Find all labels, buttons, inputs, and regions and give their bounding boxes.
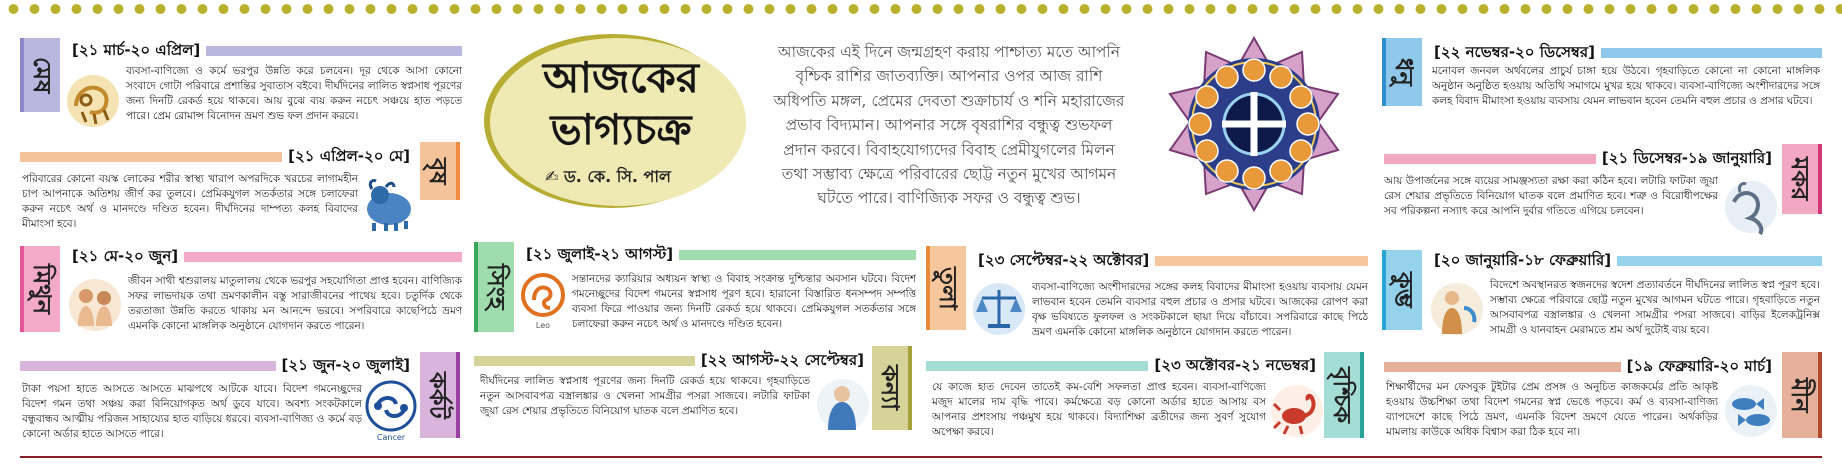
forecast-text: পরিবারের কোনো বয়স্ক লোকের শরীর স্বাস্থ্য খারাপ অপরদিকে খরচের লাগামহীন চাপ আপনাকে অতিশয় জীর্ণ কর তুলবে। প্রেমিকযুগল সতর্কতার সঙ্গে চলাফেরা করুন নচেৎ অর্থ ও মানদণ্ডে দণ্ডিত হবেন। দীর্ঘদিনের দাম্পত্য কলহ বিবাদের মীমাংসা হবে। — [22, 173, 358, 230]
date-range: [২৩ সেপ্টেম্বর-২২ অক্টোবর] — [978, 250, 1150, 269]
zodiac-wheel-icon — [1166, 36, 1342, 212]
pen-nib-icon: ✍ — [545, 167, 559, 186]
sign-name-tab: ধনু — [1382, 38, 1422, 106]
aquarius-waterbearer-icon — [1428, 280, 1486, 338]
virgo-maiden-icon — [814, 376, 872, 434]
pisces-fish-icon — [1722, 382, 1780, 440]
libra-scales-icon — [970, 280, 1028, 338]
sign-name-tab: বৃশ্চিক — [1324, 352, 1364, 438]
color-bar — [1384, 154, 1596, 164]
date-range: [২১ মে-২০ জুন] — [72, 246, 179, 265]
sign-name-tab: মেষ — [20, 38, 60, 112]
date-range: [২৩ অক্টোবর-২১ নভেম্বর] — [1154, 355, 1316, 374]
forecast-text: জীবন সাথী শ্বশুরালয় মাতুলালয় থেকে ভরপুর সহযোগিতা প্রাপ্ত হবেন। বাণিজ্যিক সফর লাভদায়ক তথা ভ্রমণকালীন বস্তু সারাজীবনের পাথেয় হবে। চতুর্দিক থেকে তরতাজা উন্নতি করতে থাকায় মন আনন্দে ভরবে। সপরিবারে কাছেপিঠে ভ্রমণ এমনকি কোনো মাঙ্গলিক অনুষ্ঠানে যোগদান করতে পারেন। — [128, 275, 462, 332]
color-bar — [1155, 256, 1368, 266]
forecast-text: বিদেশে অবস্থানরত স্বজনদের স্বদেশ প্রত্যাবর্তনে দীর্ঘদিনের লালিত স্বপ্ন পূরণ হবে। সম্ভাব্য ক্ষেত্রে পরিবারে ছোট্ট নতুন মুখের আগমন ঘটতে পারে। গৃহবাড়িতে নতুন আসবাবপত্র বস্ত্রালঙ্কার ও খেলনা সামগ্রীর পসরা সাজবে। বাড়ির ইলেকট্রনিক্স সামগ্রী ও যানবাহন মেরামতে শ্রম অর্থ দুটোই ব্যয় হবে। — [1490, 279, 1820, 336]
sign-name-tab: কুম্ভ — [1382, 250, 1422, 330]
intro-paragraph: আজকের এই দিনে জন্মগ্রহণ করায় পাশ্চাত্য মতে আপনি বৃশ্চিক রাশির জাতব্যক্তি। আপনার ওপর আজ রাশি অধিপতি মঙ্গল, প্রেমের দেবতা শুক্রাচার্য ও শনি মহারাজের প্রভাব বিদ্যমান। আপনার সঙ্গে বৃষরাশির বন্ধুত্ব শুভফল প্রদান করবে। বিবাহযোগ্যদের বিবাহ প্রেমীযুগলের মিলন তথা সম্ভাব্য ক্ষেত্রে পরিবারের ছোট্ট নতুন মুখের আগমন ঘটতে পারে। বাণিজ্যিক সফর ও বন্ধুত্ব শুভ। — [773, 43, 1125, 208]
title-line-2: ভাগ্যচক্র — [550, 105, 692, 154]
date-range: [২১ মার্চ-২০ এপ্রিল] — [72, 40, 201, 59]
date-header — [66, 40, 462, 62]
gemini-twins-icon — [66, 276, 124, 334]
date-header — [20, 146, 416, 168]
date-range: [২১ ডিসেম্বর-১৯ জানুয়ারি] — [1601, 148, 1772, 167]
cancer-icon-label: Cancer — [376, 433, 406, 442]
sign-name-tab: সিংহ — [474, 242, 514, 332]
sign-name-tab: মিথুন — [20, 246, 60, 332]
forecast-text: যে কাজে হাত দেবেন তাতেই কম-বেশি সফলতা প্রাপ্ত হবেন। ব্যবসা-বাণিজ্যে মজুদ মালের দাম বৃদ্ধি পাবে। কর্মক্ষেত্রে বড় কোনো অর্ডার হাতে আসায় বস আপনার প্রশংসায় পঞ্চমুখ হয়ে থাকবে। বিদ্যাশিক্ষা ব্রতীদের জন্য সুবর্ণ সুযোগ অপেক্ষা করবে। — [932, 381, 1266, 438]
sign-name-tab: তুলা — [926, 246, 966, 330]
date-header — [1384, 356, 1778, 378]
sign-name-tab: বৃষ — [420, 142, 460, 200]
color-bar — [474, 356, 695, 366]
cancer-crab-icon — [364, 380, 418, 442]
forecast-text: শিক্ষার্থীদের মন ফেসবুক টুইটার প্রেম প্রসঙ্গ ও অনুচিত কাজকর্মের প্রতি আকৃষ্ট হওয়ায় উচ্চশিক্ষা তথা বিদেশ গমনের স্বপ্ন ভেঙে পড়বে। কর্ম ও ব্যবসা-বাণিজ্য ব্যাপদেশে কাছে পিঠে ভ্রমণ, এমনকি বিদেশ ভ্রমণে যেতে পারেন। অর্থকড়ির মামলায় কাউকে অধিক বিশ্বাস করা ঠিক হবে না। — [1386, 381, 1718, 438]
date-header — [20, 355, 416, 377]
leo-icon-label: Leo — [535, 321, 551, 330]
date-header — [1384, 148, 1778, 170]
capricorn-goat-icon — [1722, 178, 1780, 236]
forecast-text: ব্যবসা-বাণিজ্যে ও কর্মে ভরপুর উন্নতি করে চলবেন। দূর থেকে আসা কোনো সংবাদে গোটা পরিবারে প্রশান্তির সুবাতাস বইবে। দীর্ঘদিনের লালিত স্বপ্নসাধ পূরণের জন্য দিনটি রেকর্ড হয়ে থাকবে। আয় বুঝে ব্যয় করুন নচেৎ সঞ্চয়ে হাত পড়তে পারে। প্রেম রোমান্স বিনোদন ভ্রমণ শুভ ফল প্রদান করবে। — [126, 65, 462, 122]
title-line-1: আজকের — [543, 53, 699, 102]
scorpio-scorpion-icon — [1268, 382, 1326, 440]
bottom-rule — [20, 456, 1822, 458]
forecast-text: ব্যবসা-বাণিজ্যে অংশীদারদের সঙ্গের কলহ বিবাদের মীমাংসা হওয়ায় ব্যবসায় যেমন লাভবান হবেন তেমনি ব্যবসার বহুল প্রচার ও প্রসার ঘটবে। আজকের রোপণ করা বৃক্ষ ভবিষ্যতে ফুলফল ও সংকটকালে ছায়া দিয়ে বাঁচাবে। সপরিবারে কাছে পিঠে ভ্রমণ এমনকি কোনো মাঙ্গলিক অনুষ্ঠানে যোগদান করতে পারেন। — [1032, 281, 1368, 338]
date-range: [২০ জানুয়ারি-১৮ ফেব্রুয়ারি] — [1434, 250, 1612, 269]
date-header — [972, 250, 1368, 272]
forecast-text: সন্তানদের ক্যারিয়ার অধ্যয়ন স্বাস্থ্য ও বিবাহ সংক্রান্ত দুশ্চিন্তার অবসান ঘটবে। বিদেশ গমনেচ্ছুদের বিদেশ গমনের স্বপ্নসাধ পূরণ হবে। হারানো বিস্তারিত ধনসম্পদ সম্পত্তি ব্যবসা ফিরে পাওয়ার জন্য দিনটি রেকর্ড হয়ে থাকবে। প্রেমিকযুগল সতর্কতার সঙ্গে চলাফেরা করুন নচেৎ অর্থ ও মানদণ্ডে দণ্ডিত হবেন। — [572, 273, 916, 330]
date-header — [474, 350, 870, 372]
color-bar — [1384, 362, 1621, 372]
taurus-bull-icon — [360, 175, 418, 233]
forecast-text: মনোবল জনবল অর্থবলের প্রাচুর্য চাঙ্গা হয়ে উঠবে। গৃহবাড়িতে কোনো না কোনো মাঙ্গলিক অনুষ্ঠান অনুষ্ঠিত হওয়ায় অতিথি সমাগমে মুখর হয়ে থাকবে। ব্যবসা-বাণিজ্যে অংশীদারদের সঙ্গে কলহ বিবাদ মীমাংসা হওয়ায় ব্যবসায় যেমন লাভবান হবেন তেমনি বহুল প্রচার ও প্রসার ঘটবে। — [1432, 65, 1820, 107]
leo-lion-icon — [518, 270, 568, 332]
forecast-text: আয় উপার্জনের সঙ্গে ব্যয়ের সামঞ্জস্যতা রক্ষা করা কঠিন হবে। লটারি ফাটকা জুয়া রেস শেয়ার প্রভৃতিতে বিনিয়োগ ঘাতক বলে প্রমাণিত হবে। শত্রু ও বিরোধীপক্ষের সব পরিকল্পনা নস্যাৎ করে আপনি দুর্বার গতিতে এগিয়ে চলবেন। — [1384, 175, 1718, 217]
author-name: ড. কে. সি. পাল — [563, 167, 671, 186]
sign-name-tab: কর্কট — [420, 352, 460, 438]
dotted-border-top — [0, 2, 1842, 16]
date-range: [২১ এপ্রিল-২০ মে] — [288, 146, 410, 165]
date-range: [২১ জুন-২০ জুলাই] — [281, 355, 410, 374]
date-range: [২২ নভেম্বর-২০ ডিসেম্বর] — [1434, 42, 1595, 61]
color-bar — [184, 252, 462, 262]
date-range: [২১ জুলাই-২১ আগস্ট] — [526, 244, 674, 263]
color-bar — [206, 46, 462, 56]
date-header — [926, 355, 1322, 377]
sign-name-tab: মীন — [1782, 352, 1822, 438]
aries-ram-icon — [64, 72, 122, 130]
color-bar — [20, 152, 282, 162]
forecast-text: টাকা পয়সা হাতে আসতে আসতে মাঝপথে আটকে যাবে। বিদেশ গমনেচ্ছুদের বিদেশ গমন তথা সঞ্চয় করা বিনিয়োগকৃত অর্থ ডুবে যাবে। অবশ্য সংকটকালে বন্ধুবান্ধব আত্মীয় পরিজন সাহায্যের হাত বাড়িয়ে ধরবে। ব্যবসা-বাণিজ্য ও কর্মে বড় কোনো অর্ডার হাতে আসতে পারে। — [22, 383, 362, 440]
date-header — [520, 244, 916, 266]
date-header — [1428, 250, 1822, 272]
sign-name-tab: কন্যা — [872, 346, 912, 430]
sign-name-tab: মকর — [1782, 144, 1822, 214]
author-line — [545, 164, 725, 191]
color-bar — [926, 361, 1148, 371]
forecast-text: দীর্ঘদিনের লালিত স্বপ্নসাধ পূরণের জন্য দিনটি রেকর্ড হয়ে থাকবে। গৃহবাড়িতে নতুন আসবাবপত্র বস্ত্রালঙ্কার ও খেলনা সামগ্রীর পসরা সাজবে। লটারি ফাটকা জুয়া রেস শেয়ার প্রভৃতিতে বিনিয়োগ ঘাতক বলে প্রমাণিত হবে। — [480, 375, 810, 417]
date-header — [1428, 42, 1822, 64]
color-bar — [1617, 256, 1822, 266]
color-bar — [1601, 48, 1822, 58]
page-title — [518, 52, 724, 156]
color-bar — [679, 250, 916, 260]
date-range: [২২ আগস্ট-২২ সেপ্টেম্বর] — [700, 350, 864, 369]
date-range: [১৯ ফেব্রুয়ারি-২০ মার্চ] — [1626, 356, 1772, 375]
color-bar — [20, 361, 276, 371]
date-header — [66, 246, 462, 268]
